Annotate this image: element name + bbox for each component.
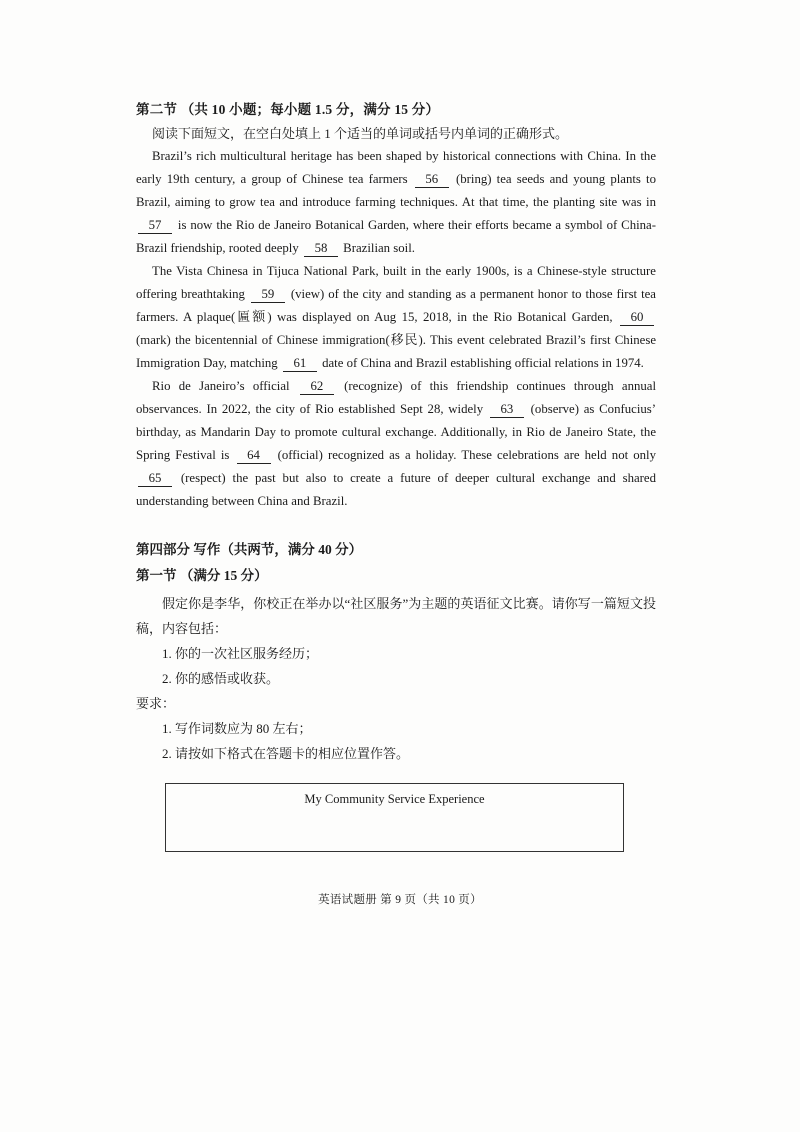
passage-text: (mark) the bicentennial of Chinese immigration(移民). This event celebrated Brazil’s first Chinese Immigration Day, matching <box>136 333 656 370</box>
blank-63: 63 <box>490 402 524 418</box>
passage-paragraph-1 <box>136 145 656 260</box>
section2-heading <box>136 100 656 120</box>
page-content <box>136 100 656 766</box>
passage-text: Brazil’s rich multicultural heritage has been shaped by historical connections with China. In the early 19th century, a group of Chinese tea farmers <box>136 149 656 186</box>
passage-text: (view) of the city and standing as a permanent honor to those first tea farmers. A plaque(匾额) was displayed on Aug 15, 2018, in the Rio Botanical Garden, <box>136 287 656 324</box>
passage-paragraph-2 <box>136 260 656 375</box>
passage-text: (bring) tea seeds and young plants to Brazil, aiming to grow tea and introduce farming techniques. At that time, the planting site was in <box>136 172 657 209</box>
blank-57: 57 <box>138 218 172 234</box>
blank-62: 62 <box>300 379 334 395</box>
blank-56: 56 <box>415 172 449 188</box>
section2-title: 第二节 <box>136 102 178 117</box>
blank-59: 59 <box>251 287 285 303</box>
requirement-item-1: 1. 写作词数应为 80 左右； <box>162 721 312 736</box>
part4-section1-heading: 第一节 （满分 15 分） <box>136 568 268 583</box>
prompt-item-2: 2. 你的感悟或收获。 <box>162 671 280 686</box>
writing-prompt: 假定你是李华，你校正在举办以“社区服务”为主题的英语征文比赛。请你写一篇短文投稿，内容包括： <box>136 596 656 636</box>
passage-text: (respect) the past but also to create a future of deeper cultural exchange and shared understanding between China and Brazil. <box>136 471 657 508</box>
prompt-item-1: 1. 你的一次社区服务经历； <box>162 646 319 661</box>
passage-text: (observe) as Confucius’ birthday, as Mandarin Day to promote cultural exchange. Additionally, in Rio de Janeiro State, the Spring Festival is <box>136 402 657 462</box>
passage-text: Brazilian soil. <box>343 241 415 255</box>
blank-60: 60 <box>620 310 654 326</box>
passage-paragraph-3 <box>136 375 656 513</box>
blank-64: 64 <box>237 448 271 464</box>
blank-65: 65 <box>138 471 172 487</box>
section2-score-info: （共 10 小题；每小题 1.5 分，满分 15 分） <box>180 102 440 117</box>
passage-text: (recognize) of this friendship continues through annual observances. In 2022, the city of Rio established Sept 28, widely <box>136 379 657 416</box>
passage-text: The Vista Chinesa in Tijuca National Park, built in the early 1900s, is a Chinese-style structure offering breathtaking <box>136 264 656 301</box>
answer-format-box <box>165 783 624 852</box>
requirements-label: 要求： <box>136 696 176 711</box>
part4-heading: 第四部分 写作（共两节，满分 40 分） <box>136 542 363 557</box>
blank-61: 61 <box>283 356 317 372</box>
requirement-item-2: 2. 请按如下格式在答题卡的相应位置作答。 <box>162 746 410 761</box>
page-footer: 英语试题册 第 9 页（共 10 页） <box>318 894 482 906</box>
essay-title: My Community Service Experience <box>304 792 485 806</box>
passage-text: date of China and Brazil establishing official relations in 1974. <box>322 356 644 370</box>
passage-text: is now the Rio de Janeiro Botanical Garden, where their efforts became a symbol of China-Brazil friendship, rooted deeply <box>136 218 657 255</box>
section2-instruction: 阅读下面短文，在空白处填上 1 个适当的单词或括号内单词的正确形式。 <box>152 126 569 141</box>
blank-58: 58 <box>304 241 338 257</box>
passage-text: Rio de Janeiro’s official <box>152 379 290 393</box>
passage-text: (official) recognized as a holiday. These celebrations are held not only <box>277 448 656 462</box>
